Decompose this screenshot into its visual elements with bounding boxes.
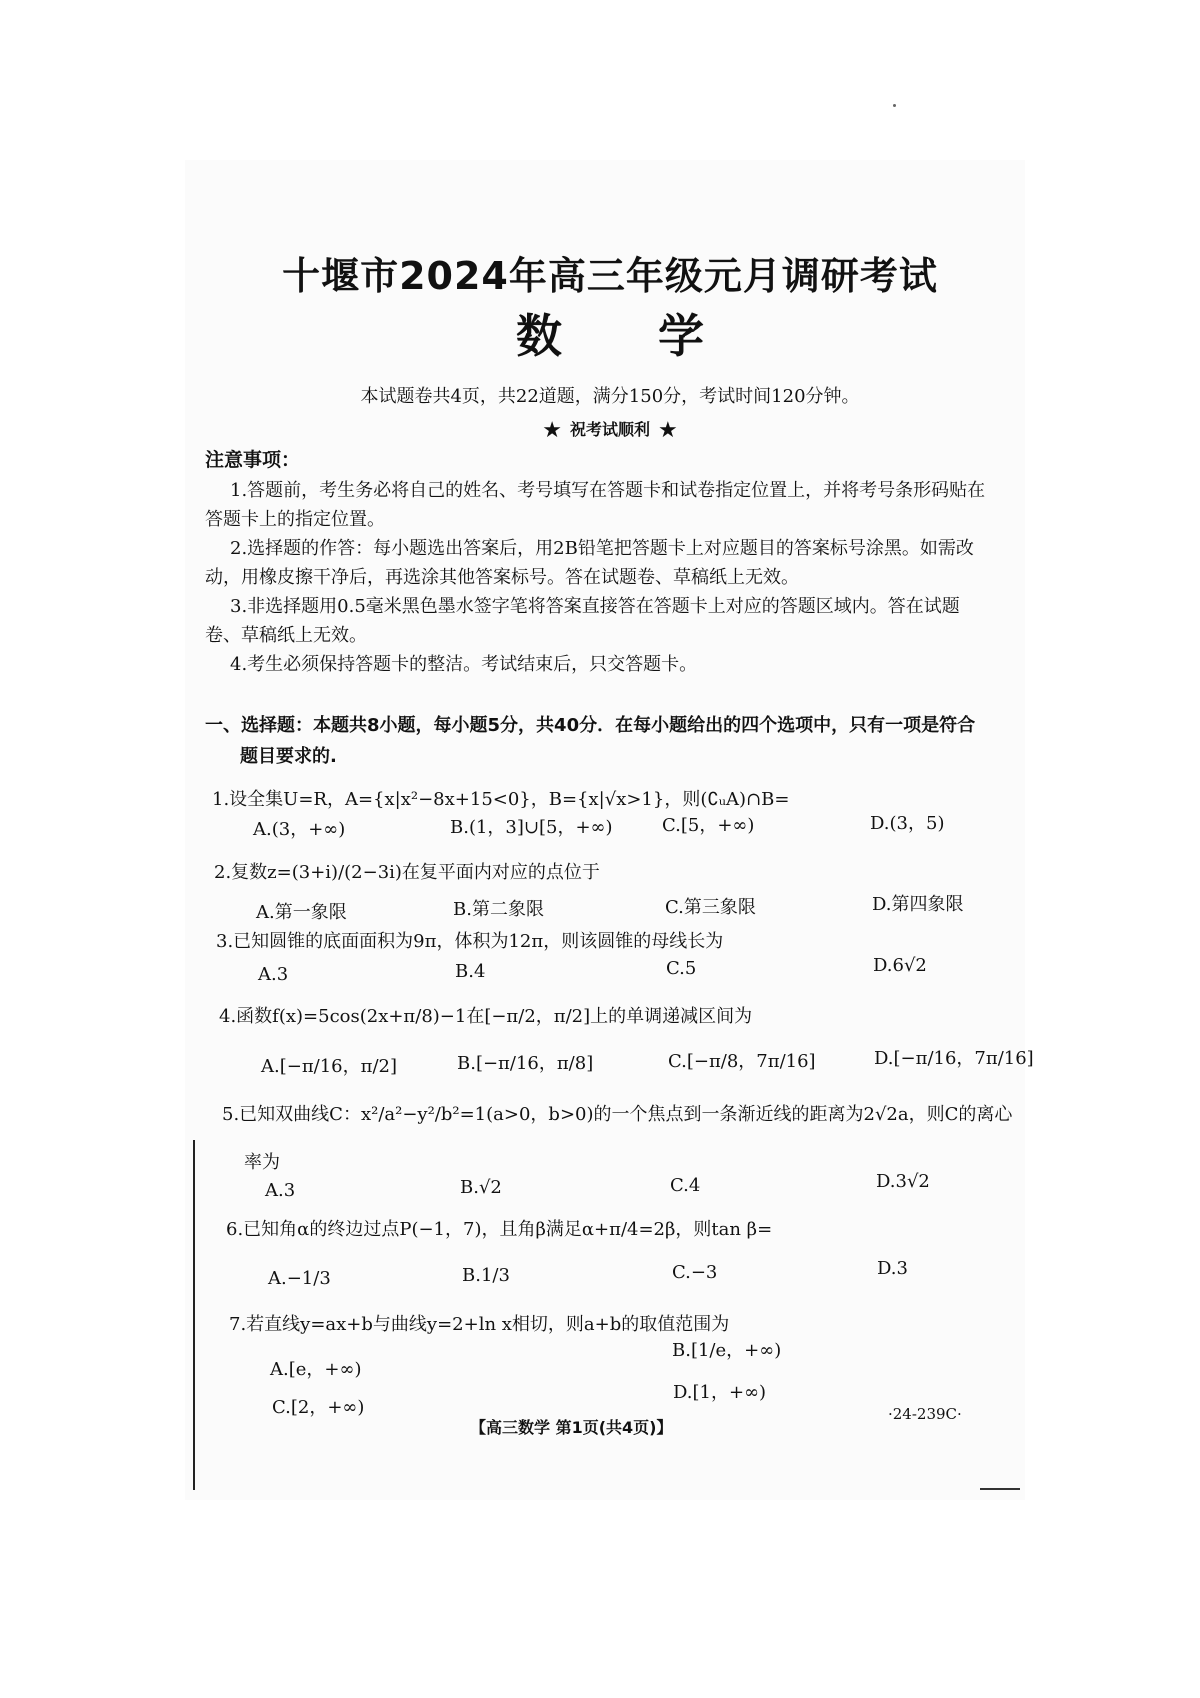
option-d: D.第四象限 <box>872 894 964 915</box>
section-heading-line1: 一、选择题：本题共8小题，每小题5分，共40分．在每小题给出的四个选项中，只有一项是符合 <box>205 715 976 736</box>
subject-title: 数 学 <box>515 309 744 363</box>
question-stem: 2.复数z=(3+i)/(2−3i)在复平面内对应的点位于 <box>214 862 600 883</box>
option-d: D.[1，+∞) <box>673 1382 767 1403</box>
star-icon: ★ <box>542 418 562 443</box>
option-d: D.3 <box>877 1258 908 1279</box>
question-stem: 4.函数f(x)=5cos(2x+π/8)−1在[−π/2，π/2]上的单调递减区间为 <box>219 1006 753 1027</box>
exam-title: 十堰市2024年高三年级元月调研考试 <box>282 254 938 298</box>
option-c: C.[5，+∞) <box>662 815 755 836</box>
exam-info: 本试题卷共4页，共22道题，满分150分，考试时间120分钟。 <box>360 386 860 407</box>
option-b: B.第二象限 <box>453 899 544 920</box>
option-d: D.[−π/16，7π/16] <box>874 1048 1034 1069</box>
paper-edge-line-bottom <box>980 1488 1020 1490</box>
option-a: A.(3，+∞) <box>253 819 346 840</box>
option-c: C.第三象限 <box>665 897 756 918</box>
option-d: D.3√2 <box>876 1171 930 1192</box>
notice-item: 1.答题前，考生务必将自己的姓名、考号填写在答题卡和试卷指定位置上，并将考号条形码贴在答题卡上的指定位置。 <box>205 480 986 530</box>
question-stem: 3.已知圆锥的底面面积为9π，体积为12π，则该圆锥的母线长为 <box>216 931 724 952</box>
option-c: C.4 <box>670 1175 701 1196</box>
scan-speck <box>893 104 896 107</box>
option-b: B.[−π/16，π/8] <box>457 1053 594 1074</box>
notice-heading: 注意事项： <box>205 449 301 471</box>
wish-text: 祝考试顺利 <box>569 420 650 439</box>
option-a: A.−1/3 <box>268 1268 331 1289</box>
option-b: B.(1，3]∪[5，+∞) <box>450 817 613 838</box>
question-stem: 1.设全集U=R，A={x|x²−8x+15<0}，B={x|√x>1}，则(∁ᵤA)∩B= <box>212 789 790 810</box>
option-a: A.[e，+∞) <box>270 1359 362 1380</box>
notice-item: 3.非选择题用0.5毫米黑色墨水签字笔将答案直接答在答题卡上对应的答题区域内。答在试题卷、草稿纸上无效。 <box>205 596 960 646</box>
option-c: C.[−π/8，7π/16] <box>668 1051 816 1072</box>
paper-edge-line <box>193 1140 195 1490</box>
option-b: B.[1/e，+∞) <box>672 1340 782 1361</box>
option-c: C.[2，+∞) <box>272 1397 365 1418</box>
question-stem-continued: 率为 <box>244 1152 280 1173</box>
option-b: B.√2 <box>460 1177 502 1198</box>
option-a: A.第一象限 <box>256 902 347 923</box>
option-b: B.4 <box>455 961 486 982</box>
section-heading-line2: 题目要求的. <box>240 746 337 767</box>
notice-item: 4.考生必须保持答题卡的整洁。考试结束后，只交答题卡。 <box>230 654 698 675</box>
star-icon: ★ <box>658 418 678 443</box>
paper-code: ·24-239C· <box>888 1405 962 1423</box>
section-heading <box>205 710 1000 772</box>
question-stem: 5.已知双曲线C：x²/a²−y²/b²=1(a>0，b>0)的一个焦点到一条渐近线的距离为2√2a，则C的离心 <box>222 1104 1013 1125</box>
option-d: D.6√2 <box>873 955 927 976</box>
notice-list <box>205 476 995 679</box>
option-d: D.(3，5) <box>870 813 945 834</box>
notice-item: 2.选择题的作答：每小题选出答案后，用2B铅笔把答题卡上对应题目的答案标号涂黑。如需改动，用橡皮擦干净后，再选涂其他答案标号。答在试题卷、草稿纸上无效。 <box>205 538 974 588</box>
option-c: C.−3 <box>672 1262 718 1283</box>
option-a: A.[−π/16，π/2] <box>261 1056 397 1077</box>
question-stem: 6.已知角α的终边过点P(−1，7)，且角β满足α+π/4=2β，则tan β= <box>226 1219 773 1240</box>
option-a: A.3 <box>258 964 289 985</box>
option-b: B.1/3 <box>462 1265 510 1286</box>
option-a: A.3 <box>265 1180 296 1201</box>
question-stem: 7.若直线y=ax+b与曲线y=2+ln x相切，则a+b的取值范围为 <box>229 1314 730 1335</box>
option-c: C.5 <box>666 958 697 979</box>
page-footer: 【高三数学 第1页(共4页)】 <box>470 1418 673 1437</box>
wish-line <box>220 417 1000 443</box>
